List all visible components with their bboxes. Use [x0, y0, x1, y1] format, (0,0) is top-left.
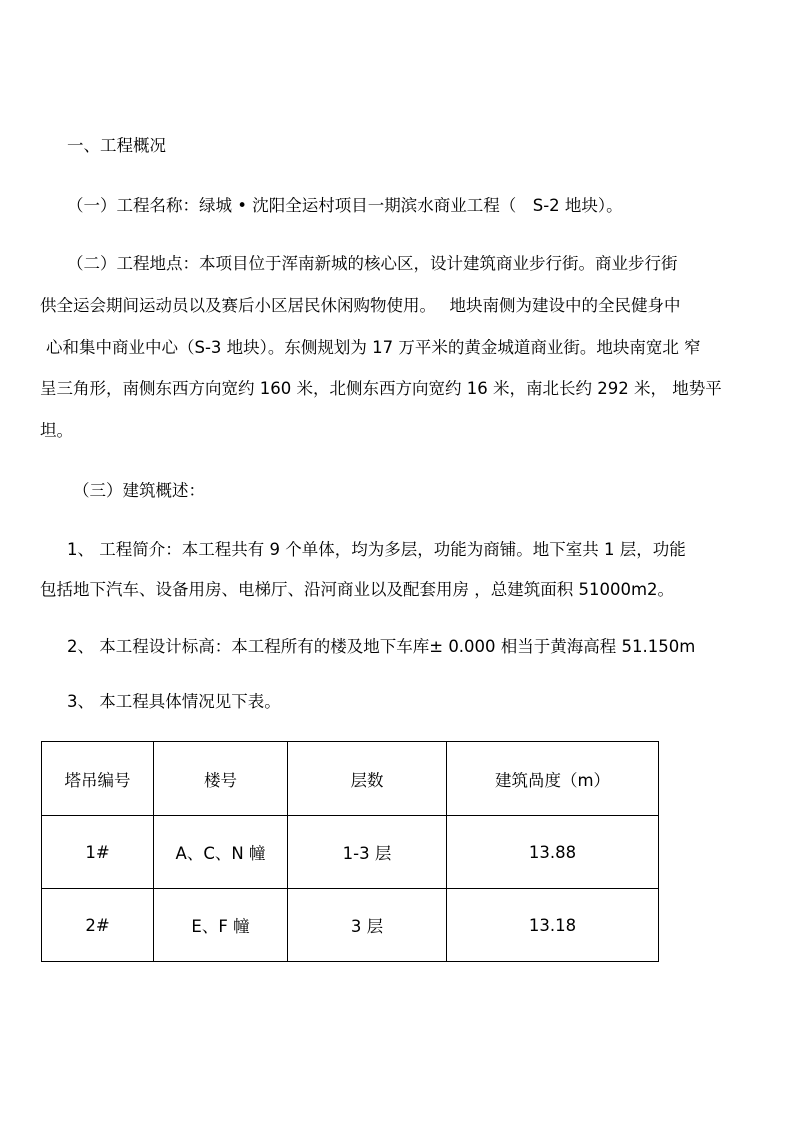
table-header-row: [42, 742, 659, 816]
overview-title: （三）建筑概述：: [73, 481, 205, 500]
table-cell: 2#: [42, 889, 154, 962]
table-cell: A、C、N 幢: [154, 816, 288, 889]
item2-line: 2、 本工程设计标高：本工程所有的楼及地下车库± 0.000 相当于黄海高程 51.150m: [67, 637, 696, 656]
location-line-4: 呈三角形，南侧东西方向宽约 160 米，北侧东西方向宽约 16 米，南北长约 292 米， 地势平: [40, 379, 722, 398]
table-header-cell: 塔吊编号: [42, 742, 154, 816]
table-cell: 13.88: [447, 816, 659, 889]
crane-table: [41, 741, 659, 962]
table-cell: 13.18: [447, 889, 659, 962]
location-line-3: 心和集中商业中心（S-3 地块）。东侧规划为 17 万平米的黄金城道商业街。地块南宽北 窄: [46, 338, 701, 357]
location-line-1: （二）工程地点：本项目位于浑南新城的核心区，设计建筑商业步行街。商业步行街: [67, 254, 678, 273]
item3-line: 3、 本工程具体情况见下表。: [67, 692, 281, 711]
table-cell: E、F 幢: [154, 889, 288, 962]
item1-line-2: 包括地下汽车、设备用房、电梯厅、沿河商业以及配套用房 ，总建筑面积 51000m2。: [40, 580, 675, 599]
project-name-line: （一）工程名称：绿城 • 沈阳全运村项目一期滨水商业工程（ S-2 地块）。: [67, 196, 623, 215]
section-title: 一、工程概况: [67, 136, 166, 155]
location-line-2: 供全运会期间运动员以及赛后小区居民休闲购物使用。 地块南侧为建设中的全民健身中: [40, 296, 681, 315]
table-cell: 1-3 层: [288, 816, 447, 889]
table-header-cell: 建筑咼度（m）: [447, 742, 659, 816]
table-cell: 1#: [42, 816, 154, 889]
table-row: [42, 889, 659, 962]
table-header-cell: 楼号: [154, 742, 288, 816]
location-line-5: 坦。: [40, 421, 73, 440]
table-header-cell: 层数: [288, 742, 447, 816]
item1-line-1: 1、 工程简介：本工程共有 9 个单体，均为多层，功能为商铺。地下室共 1 层，功能: [67, 540, 686, 559]
table-cell: 3 层: [288, 889, 447, 962]
table-row: [42, 816, 659, 889]
